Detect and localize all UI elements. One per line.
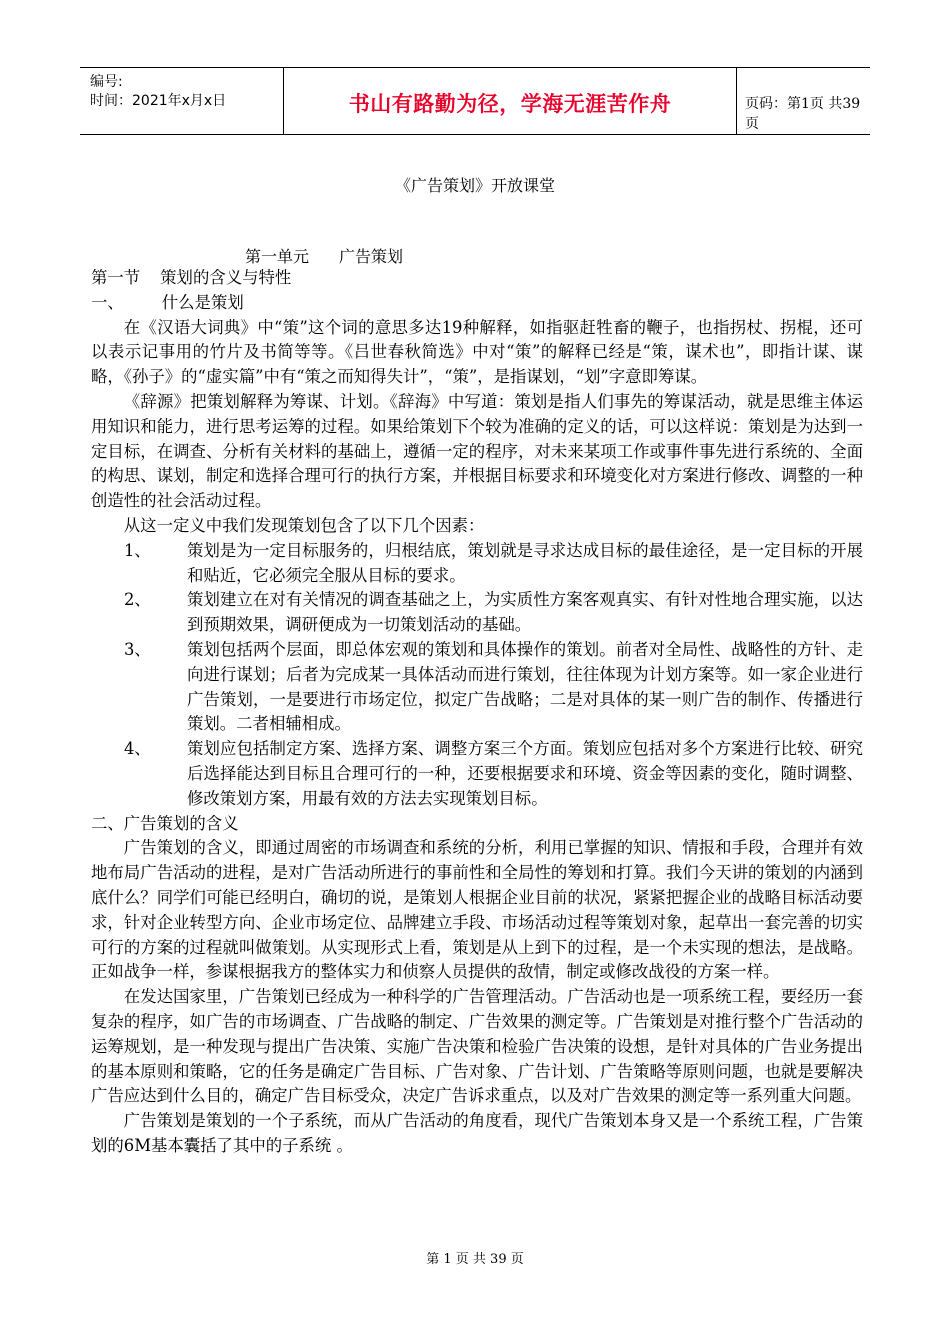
- paragraph: 《辞源》把策划解释为筹谋、计划。《辞海》中写道：策划是指人们事先的筹谋活动，就是思维主体运用知识和能力，进行思考运筹的过程。如果给策划下个较为准确的定义的话，可以这样说：策划是为达到一定目标，在调查、分析有关材料的基础上，遵循一定的程序，对未来某项工作或事件事先进行系统的、全面的构思、谋划，制定和选择合理可行的执行方案，并根据目标要求和环境变化对方案进行修改、调整的一种创造性的社会活动过程。: [91, 391, 863, 511]
- paragraph: 广告策划是策划的一个子系统，而从广告活动的角度看，现代广告策划本身又是一个系统工程，广告策划的6M基本囊括了其中的子系统 。: [91, 1111, 863, 1155]
- paragraph: 在发达国家里，广告策划已经成为一种科学的广告管理活动。广告活动也是一项系统工程，要经历一套复杂的程序，如广告的市场调查、广告战略的制定、广告效果的测定等。广告策划是对推行整个广告活动的运筹规划，是一种发现与提出广告决策、实施广告决策和检验广告决策的设想，是针对具体的广告业务提出的基本原则和策略，它的任务是确定广告目标、广告对象、广告计划、广告策略等原则问题，也就是要解决广告应达到什么目的，确定广告目标受众，决定广告诉求重点，以及对广告效果的测定等一系列重大问题。: [91, 987, 863, 1106]
- list-item-text: 策划建立在对有关情况的调查基础之上，为实质性方案客观真实、有针对性地合理实施，以达到预期效果，调研便成为一切策划活动的基础。: [187, 590, 863, 635]
- header-motto-cell: [283, 68, 737, 134]
- paragraph: 在《汉语大词典》中“策”这个词的意思多达19种解释，如指驱赶牲畜的鞭子，也指拐杖、拐棍，还可以表示记事用的竹片及书简等等。《吕世春秋简选》中对“策”的解释已经是“策，谋术也”，即指计谋、谋略，《孙子》的“虚实篇”中有“策之而知得失计”，“策”，是指谋划，“划”字意即筹谋。: [91, 317, 863, 387]
- header-left-cell: [80, 68, 283, 134]
- document-title: 《广告策划》开放课堂: [394, 176, 555, 195]
- list-item: [91, 737, 863, 811]
- section-number: 第一节: [91, 268, 141, 287]
- page-info: 页码：第1页 共39页: [745, 96, 861, 132]
- list-item-number: 3、: [124, 639, 151, 659]
- heading-1-number: 一、: [91, 292, 124, 312]
- header-page-cell: [735, 68, 870, 134]
- paragraph: 广告策划的含义，即通过周密的市场调查和系统的分析，利用已掌握的知识、情报和手段，合理并有效地布局广告活动的进程，是对广告活动所进行的事前性和全局性的筹划和打算。我们今天讲的策划的内涵到底什么？同学们可能已经明白，确切的说，是策划人根据企业目前的状况，紧紧把握企业的战略目标活动要求，针对企业转型方向、企业市场定位、品牌建立手段、市场活动过程等策划对象，起草出一套完善的切实可行的方案的过程就叫做策划。从实现形式上看，策划是从上到下的过程，是一个未实现的想法，是战略。正如战争一样，参谋根据我方的整体实力和侦察人员提供的敌情，制定或修改战役的方案一样。: [91, 838, 863, 982]
- time-label: 时间：2021年x月x日: [90, 93, 227, 109]
- unit-number: 第一单元: [245, 247, 310, 266]
- unit-heading: [245, 244, 403, 267]
- document-body: [91, 266, 863, 1159]
- paragraph: 从这一定义中我们发现策划包含了以下几个因素：: [123, 515, 485, 535]
- list-item: [91, 638, 863, 737]
- list-item-number: 1、: [124, 540, 151, 560]
- section-name: 策划的含义与特性: [160, 268, 292, 287]
- motto-text: 书山有路勤为径，学海无涯苦作舟: [348, 91, 672, 116]
- heading-1-name: 什么是策划: [161, 292, 244, 312]
- number-label: 编号:: [90, 74, 123, 90]
- unit-name: 广告策划: [339, 247, 404, 266]
- list-item-number: 4、: [124, 739, 151, 759]
- heading-2: 二、广告策划的含义: [91, 813, 239, 833]
- list-item-text: 策划是为一定目标服务的，归根结底，策划就是寻求达成目标的最佳途径，是一定目标的开展和贴近，它必须完全服从目标的要求。: [187, 540, 863, 585]
- list-item-text: 策划应包括制定方案、选择方案、调整方案三个方面。策划应包括对多个方案进行比较、研究后选择能达到目标且合理可行的一种，还要根据要求和环境、资金等因素的变化，随时调整、修改策划方案，用最有效的方法去实现策划目标。: [187, 739, 863, 808]
- list-item: [91, 539, 863, 589]
- list-item-number: 2、: [124, 590, 151, 610]
- section-heading: [91, 266, 863, 291]
- heading-1: [91, 291, 863, 316]
- list-item-text: 策划包括两个层面，即总体宏观的策划和具体操作的策划。前者对全局性、战略性的方针、走向进行谋划；后者为完成某一具体活动而进行策划，往往体现为计划方案等。如一家企业进行广告策划，一是要进行市场定位，拟定广告战略；二是对具体的某一则广告的制作、传播进行策划。二者相辅相成。: [187, 639, 863, 734]
- document-header: [80, 67, 870, 135]
- list-item: [91, 588, 863, 638]
- page-footer: 第 1 页 共 39 页: [426, 1252, 524, 1267]
